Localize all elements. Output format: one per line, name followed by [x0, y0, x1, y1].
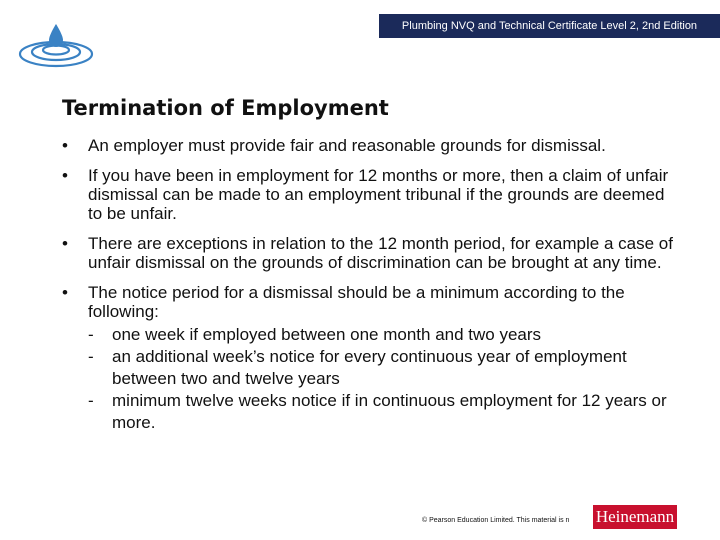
sub-bullet-item — [88, 346, 682, 390]
bullet-text: An employer must provide fair and reasonable grounds for dismissal. — [88, 136, 606, 155]
bullet-item — [62, 166, 682, 223]
bullet-text: If you have been in employment for 12 months or more, then a claim of unfair dismissal can be made to an employment tribunal if the grounds are deemed to be unfair. — [88, 166, 669, 223]
slide-title: Termination of Employment — [62, 96, 389, 120]
bullet-marker: • — [62, 234, 68, 253]
sub-bullet-text: one week if employed between one month and two years — [112, 325, 542, 344]
sub-bullet-marker: - — [88, 391, 94, 410]
water-drop-logo-icon — [14, 20, 98, 72]
sub-bullet-item — [88, 324, 682, 346]
bullet-list — [62, 136, 682, 445]
header-banner: Plumbing NVQ and Technical Certificate Level 2, 2nd Edition — [379, 14, 720, 38]
bullet-item — [62, 136, 682, 155]
copyright-notice: © Pearson Education Limited. This material is n — [422, 517, 570, 524]
bullet-item — [62, 283, 682, 434]
publisher-logo: Heinemann — [593, 505, 677, 529]
sub-bullet-marker: - — [88, 347, 94, 366]
bullet-marker: • — [62, 136, 68, 155]
bullet-item — [62, 234, 682, 272]
sub-bullet-item — [88, 390, 682, 434]
sub-bullet-text: minimum twelve weeks notice if in continuous employment for 12 years or more. — [112, 391, 667, 432]
notice-period-sublist — [88, 324, 682, 434]
sub-bullet-text: an additional week’s notice for every continuous year of employment between two and twelve years — [112, 347, 627, 388]
bullet-text: There are exceptions in relation to the 12 month period, for example a case of unfair dismissal on the grounds of discrimination can be brought at any time. — [88, 234, 673, 272]
bullet-marker: • — [62, 283, 68, 302]
bullet-marker: • — [62, 166, 68, 185]
sub-bullet-marker: - — [88, 325, 94, 344]
bullet-text: The notice period for a dismissal should be a minimum according to the following: — [88, 283, 625, 321]
